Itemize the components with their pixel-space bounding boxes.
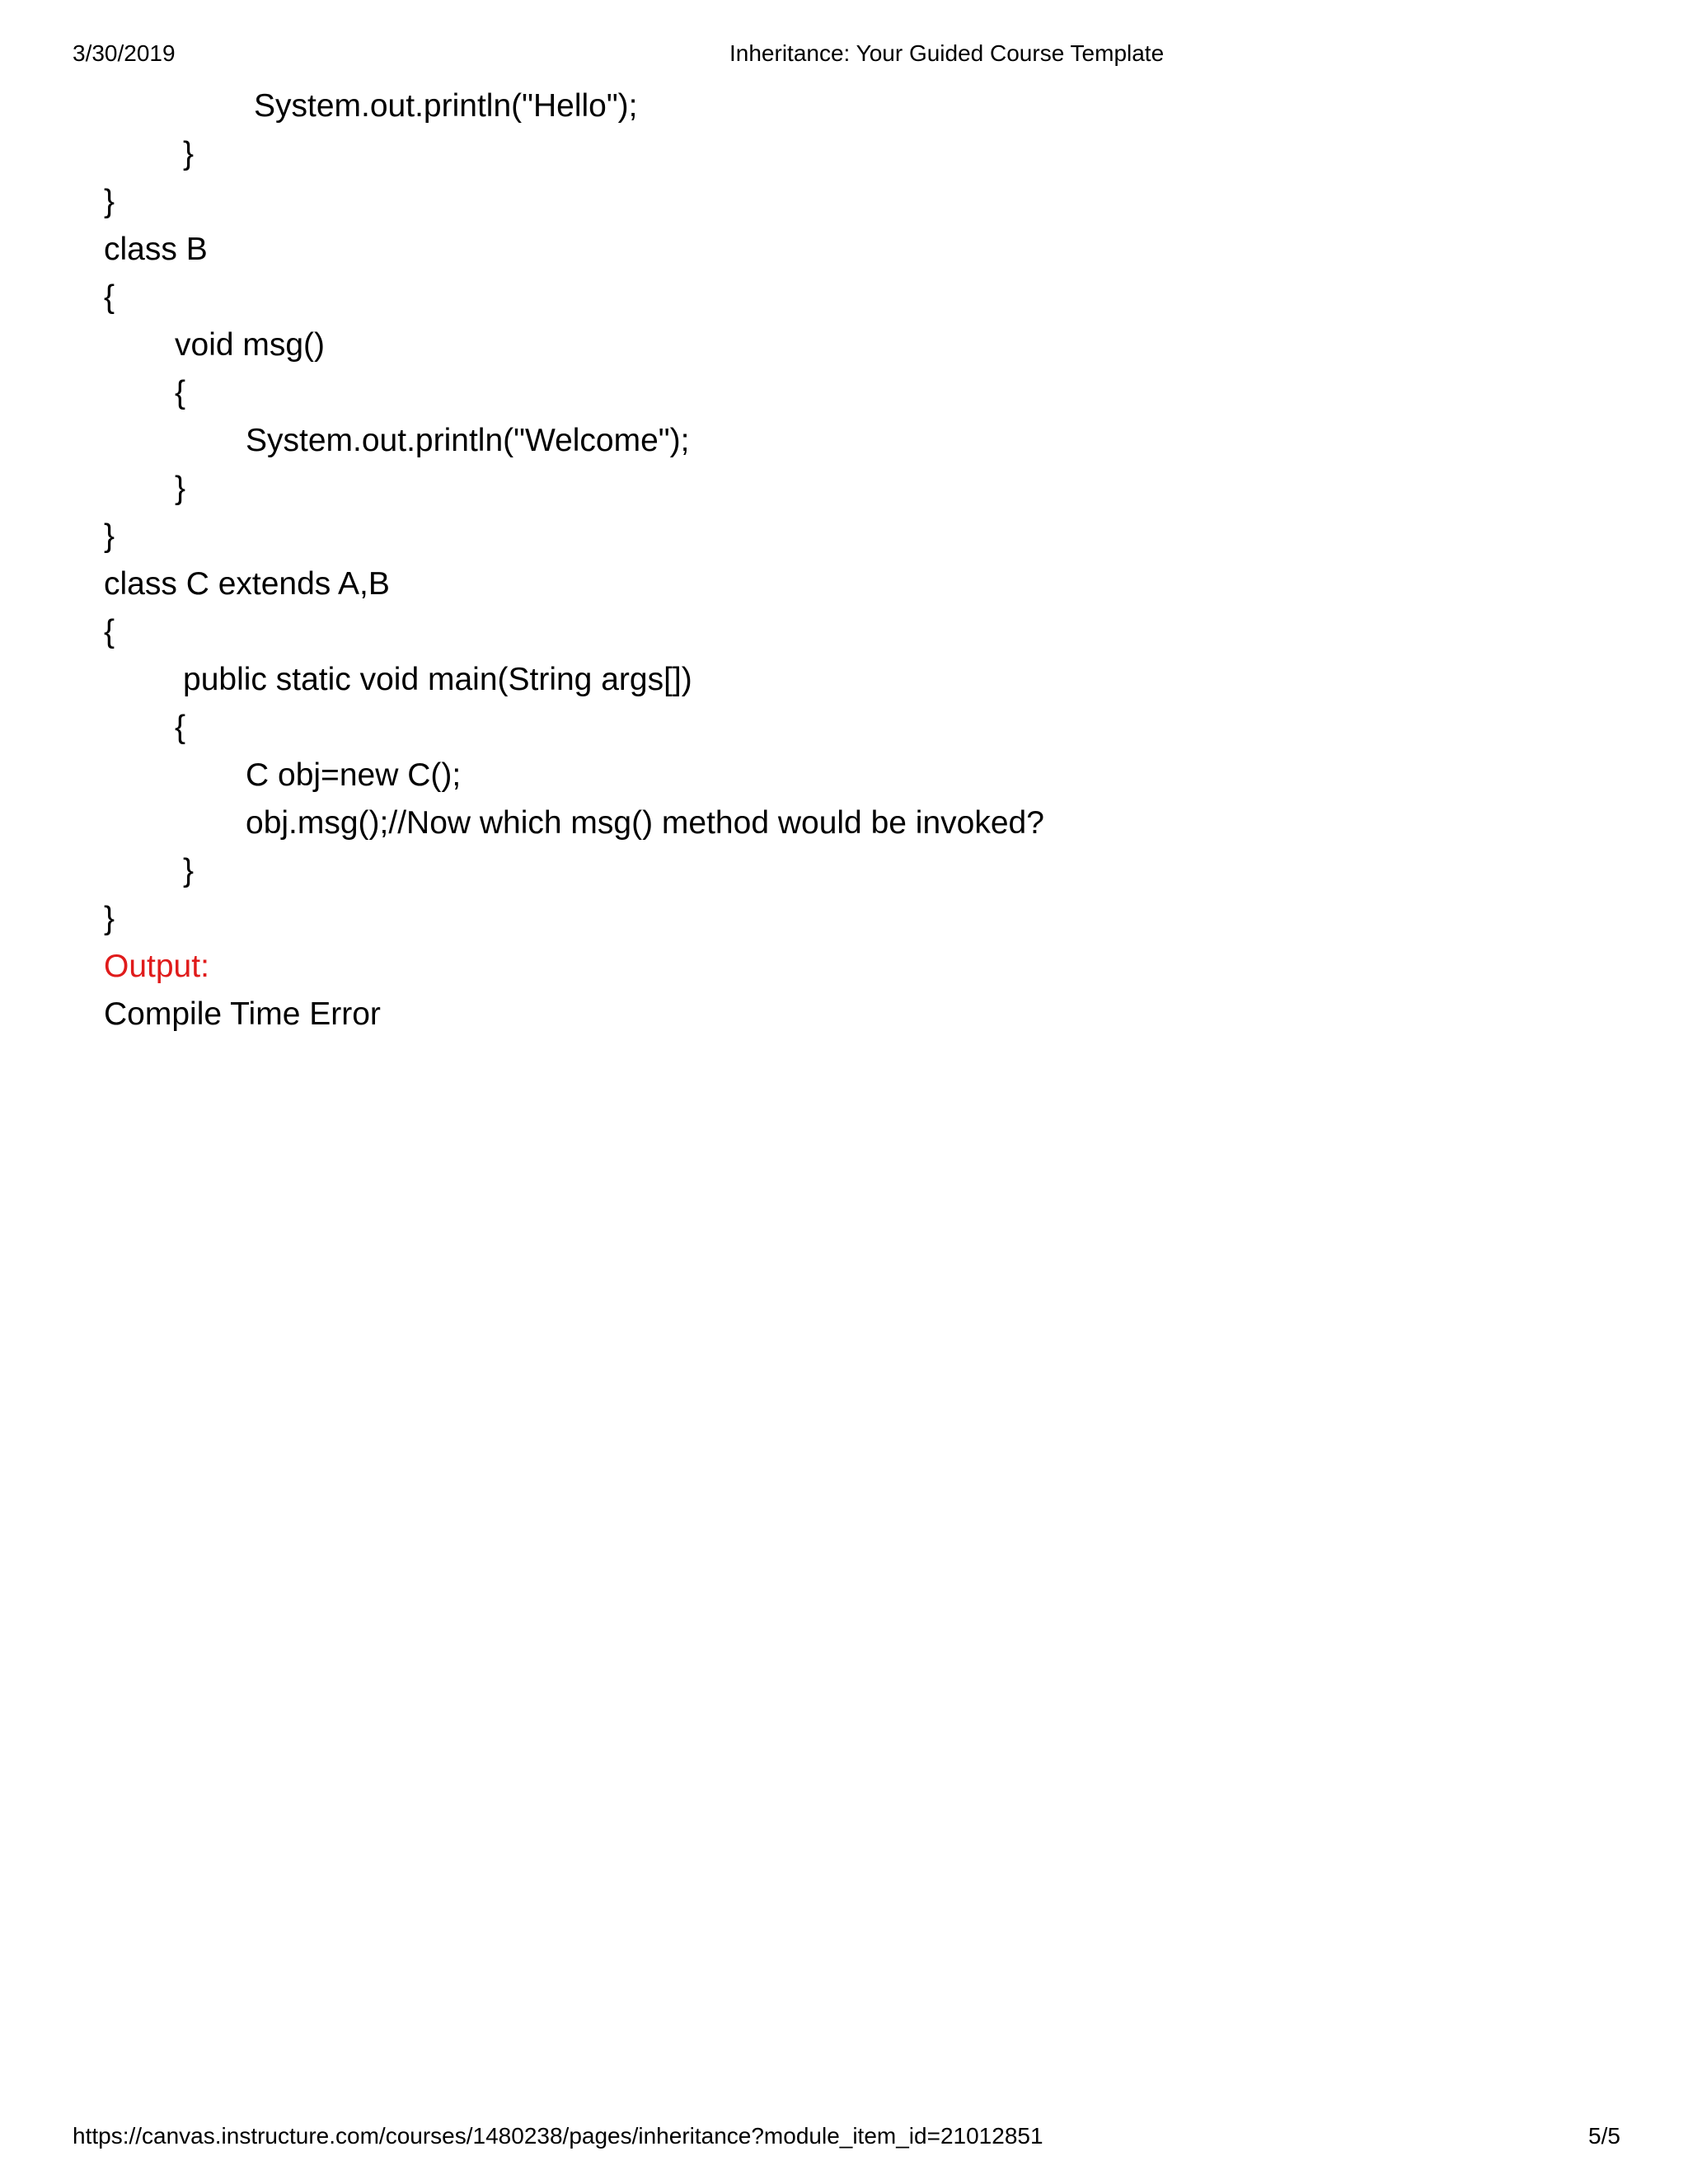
print-date: 3/30/2019 [73, 40, 176, 66]
code-line: } [183, 136, 195, 171]
code-line: class B [104, 232, 208, 267]
code-line: } [183, 853, 195, 888]
code-line: void msg() [175, 327, 326, 363]
code-line: { [175, 710, 186, 745]
code-line: C obj=new C(); [246, 757, 462, 793]
code-line: obj.msg();//Now which msg() method would be invoked? [246, 805, 1044, 841]
page-number: 5/5 [1588, 2123, 1620, 2149]
output-value: Compile Time Error [104, 996, 381, 1032]
code-line: System.out.println("Hello"); [254, 88, 638, 124]
page-url: https://canvas.instructure.com/courses/1480238/pages/inheritance?module_item_id=21012851 [73, 2123, 1043, 2149]
page-title: Inheritance: Your Guided Course Template [729, 40, 1165, 66]
code-block [104, 82, 1044, 1038]
code-line: { [104, 279, 115, 315]
code-line: class C extends A,B [104, 566, 390, 602]
code-line: public static void main(String args[]) [183, 662, 692, 697]
code-line: System.out.println("Welcome"); [246, 423, 690, 458]
code-line: { [104, 614, 115, 649]
code-line: } [104, 518, 115, 554]
output-label: Output: [104, 949, 209, 984]
code-line: } [104, 184, 115, 219]
code-line: } [175, 471, 186, 506]
code-line: } [104, 901, 115, 936]
code-line: { [175, 375, 186, 410]
